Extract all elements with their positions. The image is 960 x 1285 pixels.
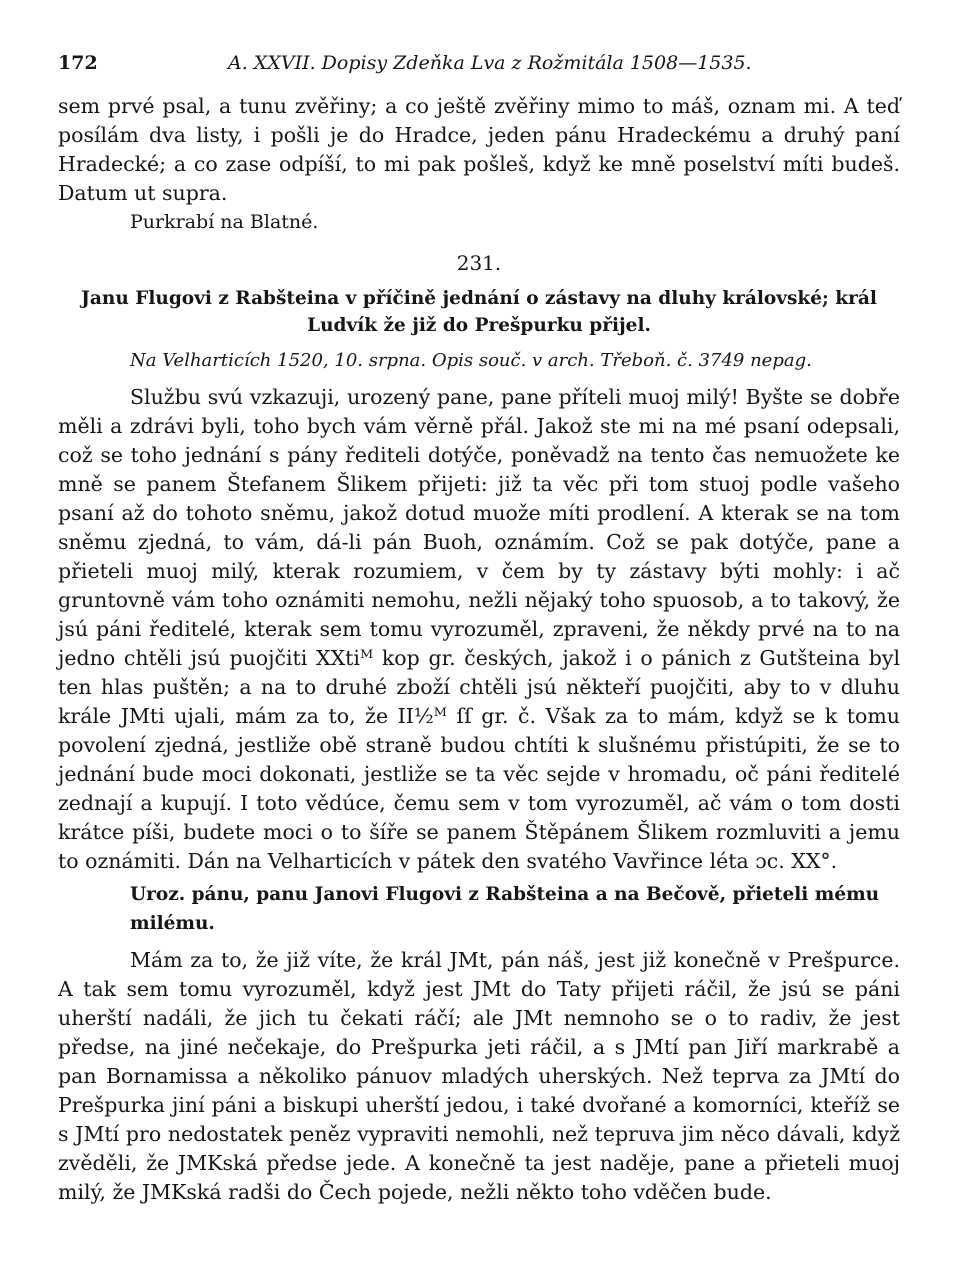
document-regest: Janu Flugovi z Rabšteina v příčině jednání o zástavy na dluhy královské; král Ludvík že již do Prešpurku přijel. <box>81 288 877 336</box>
page-number: 172 <box>58 52 98 74</box>
previous-letter-body: sem prvé psal, a tunu zvěřiny; a co ještě zvěřiny mimo to máš, oznam mi. A teď posílám dva listy, i pošli je do Hradce, jeden pánu Hradeckému a druhý paní Hradecké; a co zase odpíší, to mi pak pošleš, když ke mně poselství míti budeš. Datum ut supra. <box>58 94 900 205</box>
previous-letter-signature: Purkrabí na Blatné. <box>130 211 319 233</box>
letter-postscript: Mám za to, že již víte, že král JMt, pán náš, jest již konečně v Prešpurce. A tak sem tomu vyrozuměl, když jest JMt do Taty přijeti ráčil, že jsú se páni uherští nadáli, že jich tu čekati ráčí; ale JMt nemnoho se o to radiv, že jest předse, na jiné nečekaje, do Prešpurka jeti ráčil, a s JMtí pan Jiří markrabě a pan Bornamissa a několiko pánuov mladých uherských. Než teprva za JMtí do Prešpurka jiní páni a biskupi uherští jedou, i také dvořané a komorníci, kteříž se s JMtí pro nedostatek peněz vypraviti nemohli, než tepruva jim něco dávali, když zvěděli, že JMKská předse jede. A konečně ta jest naděje, pane a přieteli muoj milý, že JMKská radši do Čech pojede, nežli někto toho vděčen bude. <box>58 948 900 1204</box>
document-number: 231. <box>456 251 502 275</box>
running-title: A. XXVII. Dopisy Zdeňka Lva z Rožmitála 1508—1535. <box>228 52 752 74</box>
letter-body: Službu svú vzkazuji, urozený pane, pane příteli muoj milý! Byšte se dobře měli a zdrávi byli, toho bych vám věrně přál. Jakož ste mi na mé psaní odepsali, což se toho jednání s pány řediteli dotýče, poněvadž na tento čas nemuožete ke mně se panem Štefanem Šlikem přijeti: již ta věc při tom stuoj podle vašeho psaní až do tohoto sněmu, jakož dotud muože míti prodlení. A kterak se na tom sněmu zjedná, to vám, dá-li pán Buoh, oznámím. Což se pak dotýče, pane a přieteli muoj milý, kterak rozumiem, v čem by ty zástavy býti mohly: i ač gruntovně vám toho oznámiti nemohu, nežli nějaký toho spuosob, a to takový, že jsú páni ředitelé, kterak sem tomu vyrozuměl, zpraveni, že někdy prvé na to na jedno chtěli jsú puojčiti XXtiᴹ kop gr. českých, jakož i o pánich z Gutšteina byl ten hlas puštěn; a na to druhé zboží chtěli jsú někteří puojčiti, aby to v dluhu krále JMti ujali, mám za to, že II½ᴹ ſſ gr. č. Však za to mám, když se k tomu povolení zjedná, jestliže obě straně budou chtíti k slušnému přistúpiti, že se to jednání bude moci dokonati, jestliže se ta věc sejde v hromadu, oč páni ředitelé zednají a kupují. I toto vědúce, čemu sem v tom vyrozuměl, ač vám o tom dosti krátce píši, budete moci o to šíře se panem Štěpánem Šlikem rozmluviti a jemu to oznámiti. Dán na Velharticích v pátek den svatého Vavřince léta ɔc. XX°. <box>58 385 900 873</box>
running-head <box>58 52 900 92</box>
book-page <box>58 52 900 1207</box>
document-source: Na Velharticích 1520, 10. srpna. Opis souč. v arch. Třeboň. č. 3749 nepag. <box>130 350 812 371</box>
letter-address: Uroz. pánu, panu Janovi Flugovi z Rabšteina a na Bečově, přieteli mému milému. <box>130 884 880 934</box>
